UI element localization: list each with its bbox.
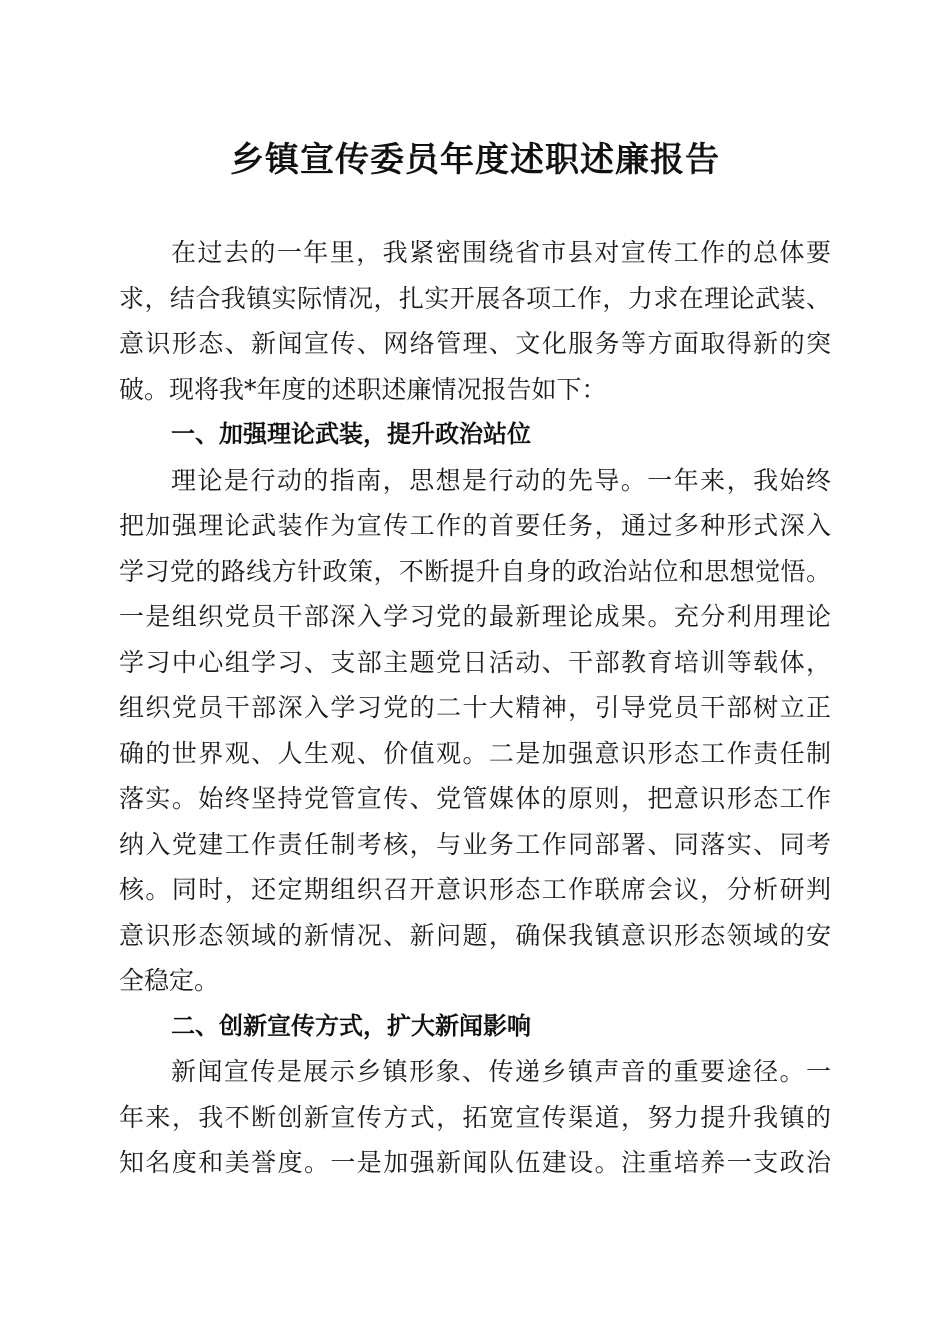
paragraph-line: 新闻宣传是展示乡镇形象、传递乡镇声音的重要途径。一 [171, 1057, 831, 1086]
paragraph-line: 把加强理论武装作为宣传工作的首要任务，通过多种形式深入 [119, 511, 831, 540]
paragraph-line: 学习中心组学习、支部主题党日活动、干部教育培训等载体， [119, 647, 831, 677]
paragraph-line: 在过去的一年里，我紧密围绕省市县对宣传工作的总体要 [171, 238, 831, 267]
paragraph-line: 学习党的路线方针政策，不断提升自身的政治站位和思想觉悟。 [119, 556, 831, 586]
paragraph-line: 确的世界观、人生观、价值观。二是加强意识形态工作责任制 [119, 738, 831, 768]
paragraph-line: 一是组织党员干部深入学习党的最新理论成果。充分利用理论 [119, 602, 831, 631]
section-heading: 一、加强理论武装，提升政治站位 [171, 420, 531, 448]
paragraph-line: 核。同时，还定期组织召开意识形态工作联席会议，分析研判 [119, 875, 831, 904]
paragraph-line: 落实。始终坚持党管宣传、党管媒体的原则，把意识形态工作 [119, 784, 831, 813]
paragraph-line: 理论是行动的指南，思想是行动的先导。一年来，我始终 [171, 465, 831, 495]
paragraph-line: 组织党员干部深入学习党的二十大精神，引导党员干部树立正 [119, 693, 831, 722]
paragraph-line: 意识形态、新闻宣传、网络管理、文化服务等方面取得新的突 [119, 329, 831, 358]
section-heading: 二、创新宣传方式，扩大新闻影响 [171, 1011, 531, 1040]
paragraph-line: 意识形态领域的新情况、新问题，确保我镇意识形态领域的安 [119, 920, 831, 950]
paragraph-line: 纳入党建工作责任制考核，与业务工作同部署、同落实、同考 [119, 829, 831, 859]
paragraph-line: 知名度和美誉度。一是加强新闻队伍建设。注重培养一支政治 [119, 1148, 831, 1177]
paragraph-line: 全稳定。 [119, 966, 220, 995]
paragraph-line: 年来，我不断创新宣传方式，拓宽宣传渠道，努力提升我镇的 [119, 1102, 831, 1132]
paragraph-line: 求，结合我镇实际情况，扎实开展各项工作，力求在理论武装、 [119, 283, 831, 313]
paragraph-line: 破。现将我*年度的述职述廉情况报告如下： [119, 374, 607, 404]
document-body [119, 230, 831, 1186]
document-title: 乡镇宣传委员年度述职述廉报告 [230, 140, 720, 180]
